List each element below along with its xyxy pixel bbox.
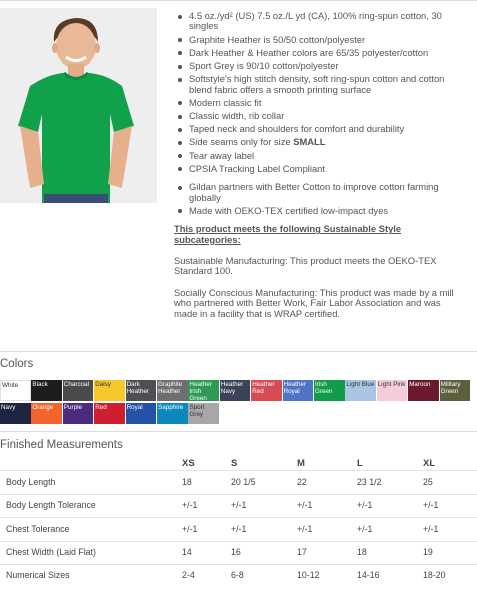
product-photo <box>0 8 157 203</box>
cell-l: 14-16 <box>357 570 380 580</box>
color-swatch[interactable]: Dark Heather <box>126 380 157 401</box>
sustainability-item: Made with OEKO-TEX certified low-impact dyes <box>174 206 464 216</box>
color-swatch[interactable]: Heather Irish Green <box>188 380 219 401</box>
cell-m: +/-1 <box>297 500 313 510</box>
feature-list <box>174 11 464 174</box>
measurements-title: Finished Measurements <box>0 439 123 451</box>
feature-item-side-seams <box>174 137 464 147</box>
sustainability-item: Gildan partners with Better Cotton to improve cotton farming globally <box>174 182 464 203</box>
color-swatch[interactable]: Heather Red <box>251 380 282 401</box>
color-swatch[interactable]: Light Blue <box>345 380 376 401</box>
cell-xs: +/-1 <box>182 524 198 534</box>
cell-l: +/-1 <box>357 524 373 534</box>
cell-xs: 18 <box>182 477 192 487</box>
cell-s: +/-1 <box>231 500 247 510</box>
cell-m: +/-1 <box>297 524 313 534</box>
side-seams-size: SMALL <box>293 136 326 148</box>
row-label: Body Length Tolerance <box>6 500 96 510</box>
sustainability-list <box>174 182 464 216</box>
cell-s: 6-8 <box>231 570 244 580</box>
cell-xl: 25 <box>423 477 433 487</box>
cell-l: +/-1 <box>357 500 373 510</box>
feature-item: Classic width, rib collar <box>174 111 464 121</box>
color-swatch[interactable]: Red <box>94 403 125 424</box>
cell-xl: 18-20 <box>423 570 446 580</box>
feature-item: Tear away label <box>174 151 464 161</box>
color-swatch[interactable]: White <box>0 380 31 401</box>
row-label: Body Length <box>6 477 56 487</box>
color-swatch[interactable]: Sapphire <box>157 403 188 424</box>
colors-divider <box>0 351 477 352</box>
color-swatch[interactable]: Heather Navy <box>220 380 251 401</box>
cell-xs: +/-1 <box>182 500 198 510</box>
cell-m: 17 <box>297 547 307 557</box>
cell-m: 22 <box>297 477 307 487</box>
size-header-xl: XL <box>423 458 436 469</box>
size-header-s: S <box>231 458 238 469</box>
color-swatch[interactable]: Royal <box>126 403 157 424</box>
color-swatch[interactable]: Military Green <box>440 380 471 401</box>
product-features <box>174 11 464 319</box>
cell-xl: +/-1 <box>423 524 439 534</box>
table-row <box>0 564 477 587</box>
color-swatch[interactable]: Daisy <box>94 380 125 401</box>
row-label: Chest Tolerance <box>6 524 70 534</box>
table-row <box>0 518 477 541</box>
size-header-m: M <box>297 458 305 469</box>
sustainable-manufacturing-text: Sustainable Manufacturing: This product meets the OEKO-TEX Standard 100. <box>174 255 437 277</box>
cell-l: 23 1/2 <box>357 477 382 487</box>
cell-s: 20 1/5 <box>231 477 256 487</box>
color-swatch[interactable]: Charcoal <box>63 380 94 401</box>
feature-item: Graphite Heather is 50/50 cotton/polyester <box>174 35 464 45</box>
color-swatch[interactable]: Orange <box>31 403 62 424</box>
cell-xs: 14 <box>182 547 192 557</box>
feature-item: Sport Grey is 90/10 cotton/polyester <box>174 61 464 71</box>
cell-xs: 2-4 <box>182 570 195 580</box>
cell-xl: +/-1 <box>423 500 439 510</box>
feature-item: CPSIA Tracking Label Compliant <box>174 164 464 174</box>
table-row <box>0 494 477 517</box>
size-header-xs: XS <box>182 458 195 469</box>
measurements-divider <box>0 431 477 432</box>
cell-s: 16 <box>231 547 241 557</box>
table-row <box>0 541 477 564</box>
side-seams-text: Side seams only for size <box>189 136 294 148</box>
cell-s: +/-1 <box>231 524 247 534</box>
color-swatch[interactable]: Graphite Heather <box>157 380 188 401</box>
row-label: Chest Width (Laid Flat) <box>6 547 96 557</box>
cell-xl: 19 <box>423 547 433 557</box>
colors-title: Colors <box>0 358 34 370</box>
color-swatch[interactable]: Light Pink <box>377 380 408 401</box>
color-swatch[interactable]: Purple <box>63 403 94 424</box>
feature-item: Modern classic fit <box>174 98 464 108</box>
color-swatch[interactable]: Black <box>31 380 62 401</box>
color-swatch[interactable]: Irish Green <box>314 380 345 401</box>
cell-m: 10-12 <box>297 570 320 580</box>
table-row <box>0 471 477 494</box>
feature-item: Softstyle's high stitch density, soft ring-spun cotton and cotton blend fabric offers a smooth printing surface <box>174 74 464 95</box>
feature-item: Taped neck and shoulders for comfort and durability <box>174 124 464 134</box>
feature-item: 4.5 oz./yd² (US) 7.5 oz./L yd (CA), 100% ring-spun cotton, 30 singles <box>174 11 464 32</box>
color-swatch[interactable]: Sport Grey <box>188 403 219 424</box>
sustainable-style-heading: This product meets the following Sustainable Style subcategories: <box>174 223 402 245</box>
color-swatch[interactable]: Navy <box>0 403 31 424</box>
row-label: Numerical Sizes <box>6 570 70 580</box>
feature-item: Dark Heather & Heather colors are 65/35 polyester/cotton <box>174 48 464 58</box>
color-swatch[interactable]: Heather Royal <box>283 380 314 401</box>
size-header-l: L <box>357 458 363 469</box>
top-divider <box>0 0 477 1</box>
cell-l: 18 <box>357 547 367 557</box>
color-swatch[interactable]: Maroon <box>408 380 439 401</box>
socially-conscious-text: Socially Conscious Manufacturing: This product was made by a mill who partnered with Better Work, Fair Labor Association and was made in a facility that is WRAP certified. <box>174 286 454 319</box>
